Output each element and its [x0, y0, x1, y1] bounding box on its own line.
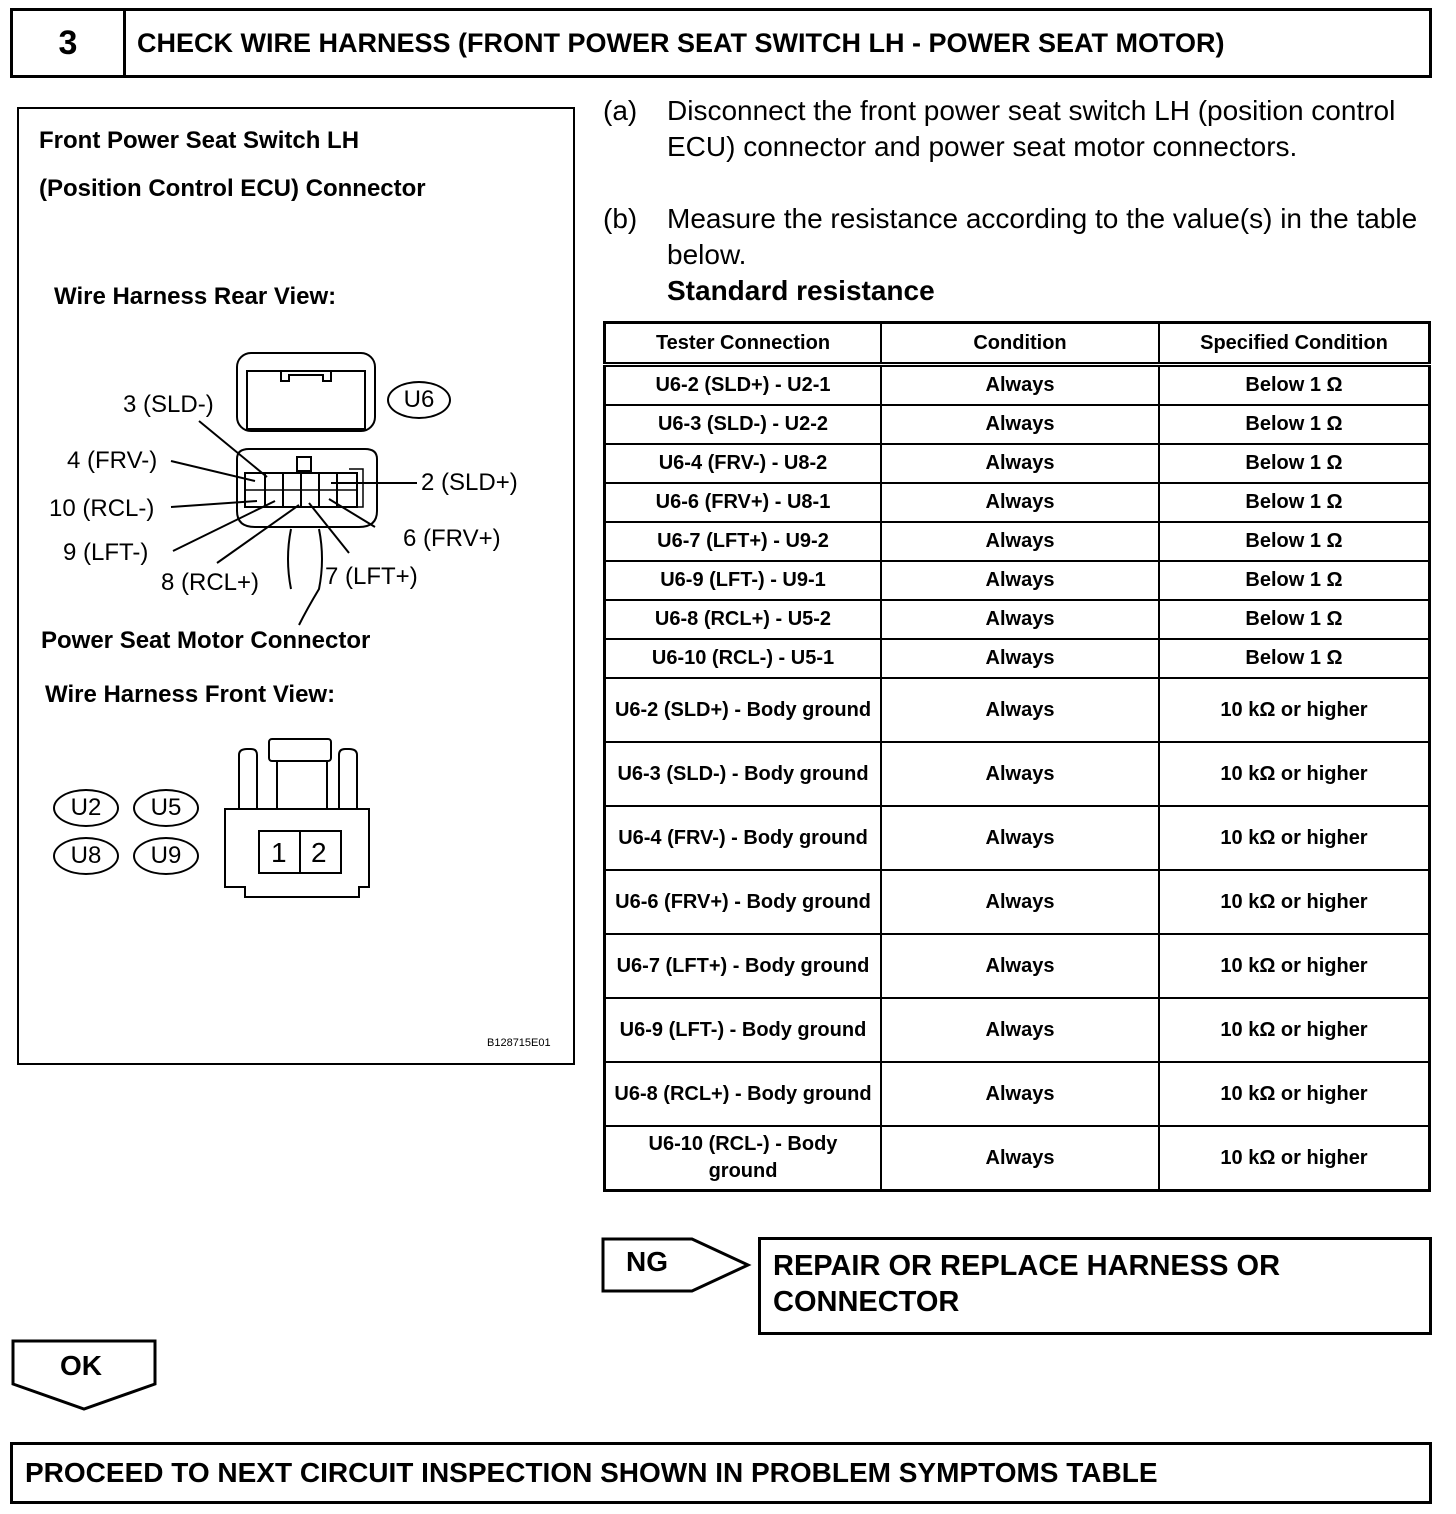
table-cell: Always [881, 1062, 1159, 1126]
pin-4-label: 4 (FRV-) [67, 447, 158, 474]
table-cell: 10 kΩ or higher [1159, 678, 1430, 742]
connector-diagram [17, 107, 575, 1065]
table-row [605, 522, 1430, 561]
table-cell: U6-8 (RCL+) - Body ground [605, 1062, 882, 1126]
table-body [605, 365, 1430, 1191]
table-cell: Below 1 Ω [1159, 405, 1430, 444]
table-row [605, 870, 1430, 934]
col-tester-connection: Tester Connection [605, 323, 882, 365]
table-cell: Always [881, 639, 1159, 678]
step-b-label: (b) [603, 203, 638, 234]
step-b-text: Measure the resistance according to the value(s) in the table below. [667, 203, 1418, 270]
proceed-box [10, 1442, 1432, 1504]
table-header-row [605, 323, 1430, 365]
u6-tag: U6 [387, 381, 451, 419]
motor-connector-label: Power Seat Motor Connector [41, 627, 371, 654]
table-cell: Always [881, 1126, 1159, 1191]
table-row [605, 365, 1430, 406]
rear-view-label: Wire Harness Rear View: [54, 283, 337, 310]
table-row [605, 1126, 1430, 1191]
resistance-table [603, 321, 1431, 1192]
table-cell: Always [881, 806, 1159, 870]
pin-3-label: 3 (SLD-) [123, 391, 214, 418]
step-a-label: (a) [603, 95, 638, 126]
step-a-text: Disconnect the front power seat switch LH (position control ECU) connector and power seat motor connectors. [667, 95, 1396, 162]
table-row [605, 444, 1430, 483]
table-cell: Always [881, 522, 1159, 561]
table-cell: U6-9 (LFT-) - U9-1 [605, 561, 882, 600]
table-cell: Below 1 Ω [1159, 444, 1430, 483]
table-cell: 10 kΩ or higher [1159, 1126, 1430, 1191]
ng-label: NG [626, 1246, 668, 1277]
table-cell: Always [881, 934, 1159, 998]
table-cell: 10 kΩ or higher [1159, 934, 1430, 998]
motor-pin-1: 1 [271, 837, 287, 868]
table-row [605, 678, 1430, 742]
table-cell: U6-3 (SLD-) - Body ground [605, 742, 882, 806]
table-cell: U6-2 (SLD+) - Body ground [605, 678, 882, 742]
col-specified-condition: Specified Condition [1159, 323, 1430, 365]
ng-result-line2: CONNECTOR [773, 1286, 960, 1318]
standard-resistance-heading: Standard resistance [667, 275, 935, 306]
motor-pin-2: 2 [311, 837, 327, 868]
u2-tag: U2 [53, 789, 119, 827]
table-row [605, 1062, 1430, 1126]
pin-10-label: 10 (RCL-) [49, 495, 155, 522]
table-row [605, 639, 1430, 678]
table-cell: U6-3 (SLD-) - U2-2 [605, 405, 882, 444]
table-cell: U6-6 (FRV+) - U8-1 [605, 483, 882, 522]
diagram-title-line1: Front Power Seat Switch LH [39, 127, 360, 154]
ng-result-box [758, 1237, 1432, 1335]
table-cell: U6-7 (LFT+) - U9-2 [605, 522, 882, 561]
table-cell: U6-7 (LFT+) - Body ground [605, 934, 882, 998]
table-row [605, 806, 1430, 870]
table-cell: U6-10 (RCL-) - Body ground [605, 1126, 882, 1191]
table-row [605, 600, 1430, 639]
table-cell: Always [881, 870, 1159, 934]
table-cell: Always [881, 444, 1159, 483]
table-cell: Always [881, 742, 1159, 806]
table-cell: 10 kΩ or higher [1159, 806, 1430, 870]
diagram-title-line2: (Position Control ECU) Connector [39, 175, 426, 202]
step-number: 3 [58, 24, 78, 62]
pin-2-label: 2 (SLD+) [421, 469, 518, 496]
figure-code: B128715E01 [487, 1037, 551, 1049]
table-cell: Always [881, 600, 1159, 639]
u9-tag: U9 [133, 837, 199, 875]
ng-result-line1: REPAIR OR REPLACE HARNESS OR [773, 1250, 1281, 1282]
table-cell: U6-6 (FRV+) - Body ground [605, 870, 882, 934]
table-cell: Always [881, 998, 1159, 1062]
table-row [605, 405, 1430, 444]
table-cell: 10 kΩ or higher [1159, 870, 1430, 934]
pin-8-label: 8 (RCL+) [161, 569, 260, 596]
u5-tag: U5 [133, 789, 199, 827]
front-view-label: Wire Harness Front View: [45, 681, 336, 708]
table-cell: Below 1 Ω [1159, 639, 1430, 678]
table-cell: Below 1 Ω [1159, 365, 1430, 406]
u8-tag: U8 [53, 837, 119, 875]
table-cell: U6-10 (RCL-) - U5-1 [605, 639, 882, 678]
table-cell: 10 kΩ or higher [1159, 742, 1430, 806]
table-row [605, 561, 1430, 600]
table-cell: Always [881, 678, 1159, 742]
table-cell: Below 1 Ω [1159, 561, 1430, 600]
col-condition: Condition [881, 323, 1159, 365]
ng-arrow [600, 1236, 754, 1296]
table-cell: 10 kΩ or higher [1159, 1062, 1430, 1126]
table-cell: U6-8 (RCL+) - U5-2 [605, 600, 882, 639]
step-header [10, 8, 1432, 78]
table-row [605, 742, 1430, 806]
pin-7-label: 7 (LFT+) [325, 563, 418, 590]
pin-9-label: 9 (LFT-) [63, 539, 149, 566]
u6-connector-drawing [19, 109, 575, 1065]
table-row [605, 934, 1430, 998]
step-title: CHECK WIRE HARNESS (FRONT POWER SEAT SWITCH LH - POWER SEAT MOTOR) [137, 28, 1225, 58]
ok-label: OK [60, 1350, 102, 1381]
table-cell: Always [881, 561, 1159, 600]
table-cell: U6-9 (LFT-) - Body ground [605, 998, 882, 1062]
table-row [605, 998, 1430, 1062]
table-row [605, 483, 1430, 522]
table-cell: U6-4 (FRV-) - Body ground [605, 806, 882, 870]
pin-6-label: 6 (FRV+) [403, 525, 501, 552]
table-cell: Always [881, 405, 1159, 444]
table-cell: U6-4 (FRV-) - U8-2 [605, 444, 882, 483]
table-cell: Below 1 Ω [1159, 522, 1430, 561]
table-cell: 10 kΩ or higher [1159, 998, 1430, 1062]
instruction-steps [603, 93, 1433, 313]
table-cell: Always [881, 483, 1159, 522]
step-divider [123, 11, 126, 75]
table-cell: U6-2 (SLD+) - U2-1 [605, 365, 882, 406]
proceed-text: PROCEED TO NEXT CIRCUIT INSPECTION SHOWN IN PROBLEM SYMPTOMS TABLE [25, 1457, 1158, 1488]
table-cell: Always [881, 365, 1159, 406]
table-cell: Below 1 Ω [1159, 483, 1430, 522]
table-cell: Below 1 Ω [1159, 600, 1430, 639]
